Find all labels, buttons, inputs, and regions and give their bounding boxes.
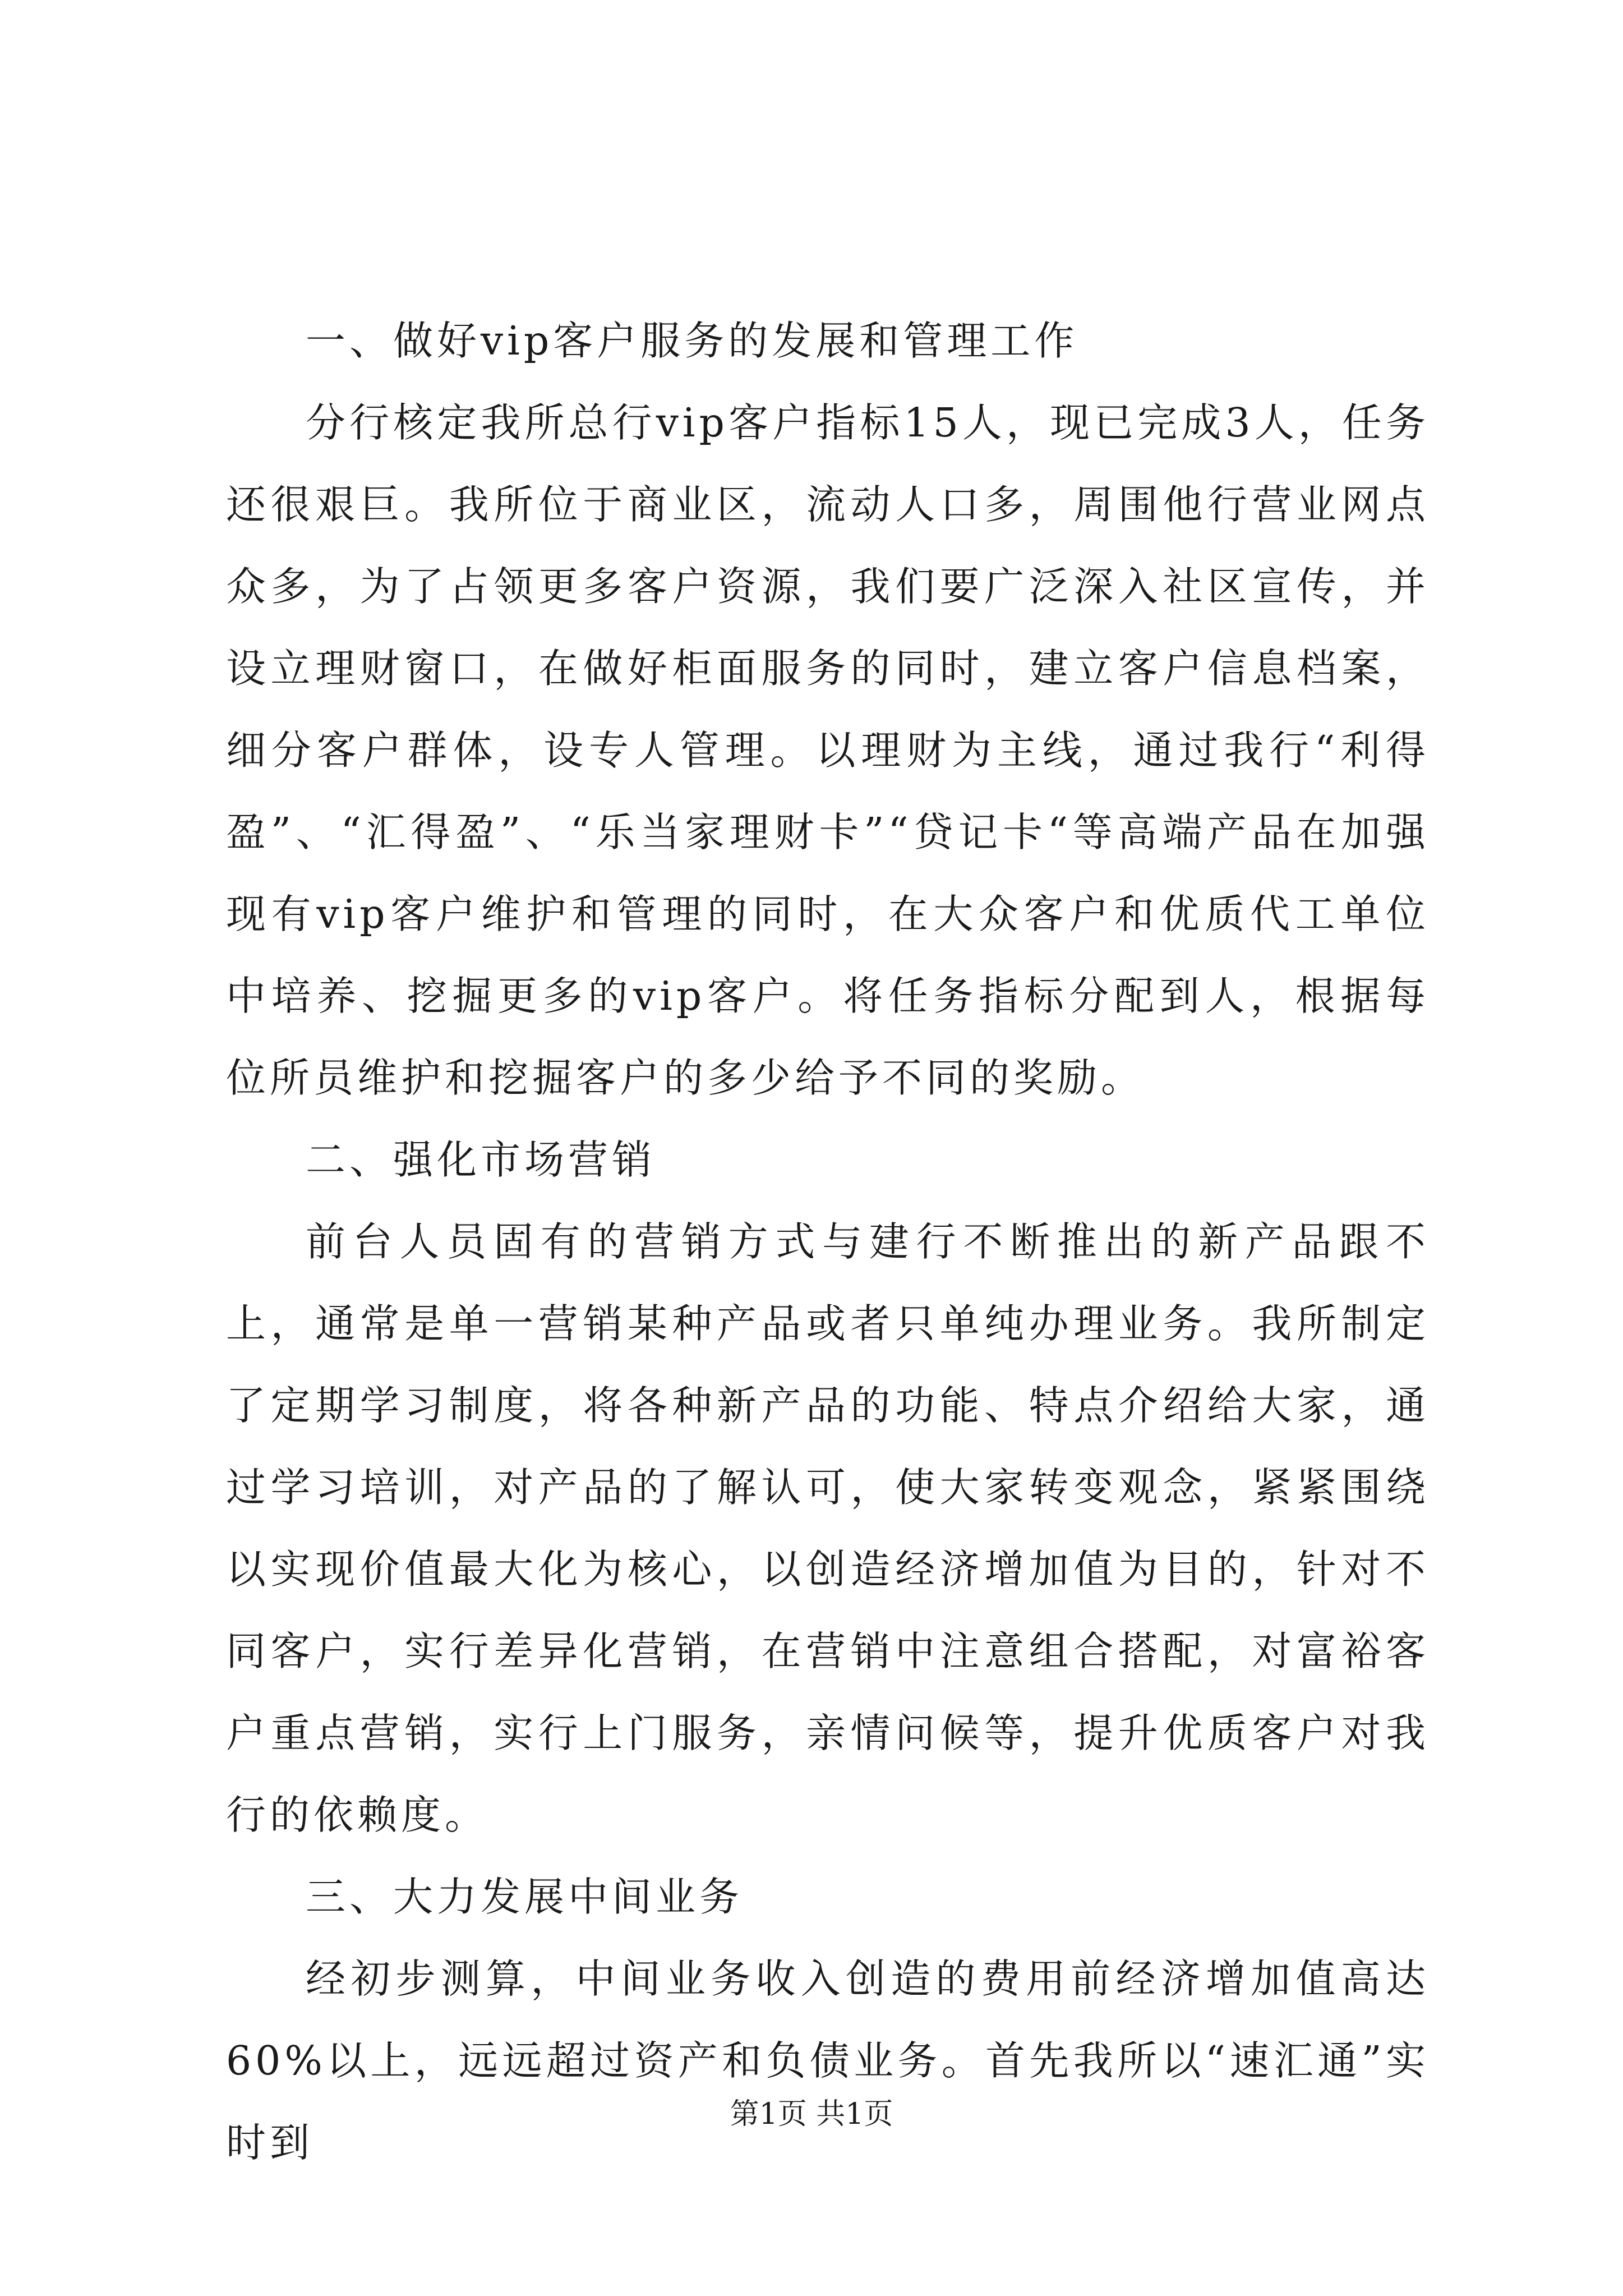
section-heading-2: 二、强化市场营销 [306,1137,656,1183]
section-paragraph-1: 分行核定我所总行vip客户指标15人，现已完成3人，任务还很艰巨。我所位于商业区，流动人口多，周围他行营业网点众多，为了占领更多客户资源，我们要广泛深入社区宣传，并设立理财窗口，在做好柜面服务的同时，建立客户信息档案，细分客户群体，设专人管理。以理财为主线，通过我行“利得盈”、“汇得盈”、“乐当家理财卡”“贷记卡“等高端产品在加强现有vip客户维护和管理的同时，在大众客户和优质代工单位中培养、挖掘更多的vip客户。将任务指标分配到人，根据每位所员维护和挖掘客户的多少给予不同的奖励。 [226,399,1430,1101]
section-paragraph-3: 经初步测算，中间业务收入创造的费用前经济增加值高达60%以上，远远超过资产和负债业务。首先我所以“速汇通”实时到 [226,1955,1430,2166]
section-paragraph-2: 前台人员固有的营销方式与建行不断推出的新产品跟不上，通常是单一营销某种产品或者只单纯办理业务。我所制定了定期学习制度，将各种新产品的功能、特点介绍给大家，通过学习培训，对产品的了解认可，使大家转变观念，紧紧围绕以实现价值最大化为核心，以创造经济增加值为目的，针对不同客户，实行差异化营销，在营销中注意组合搭配，对富裕客户重点营销，实行上门服务，亲情问候等，提升优质客户对我行的依赖度。 [226,1218,1430,1838]
page-footer: 第1页 共1页 [730,2097,893,2131]
section-heading-3: 三、大力发展中间业务 [306,1874,744,1920]
section-heading-1: 一、做好vip客户服务的发展和管理工作 [306,318,1078,364]
document-body [226,300,1430,2184]
